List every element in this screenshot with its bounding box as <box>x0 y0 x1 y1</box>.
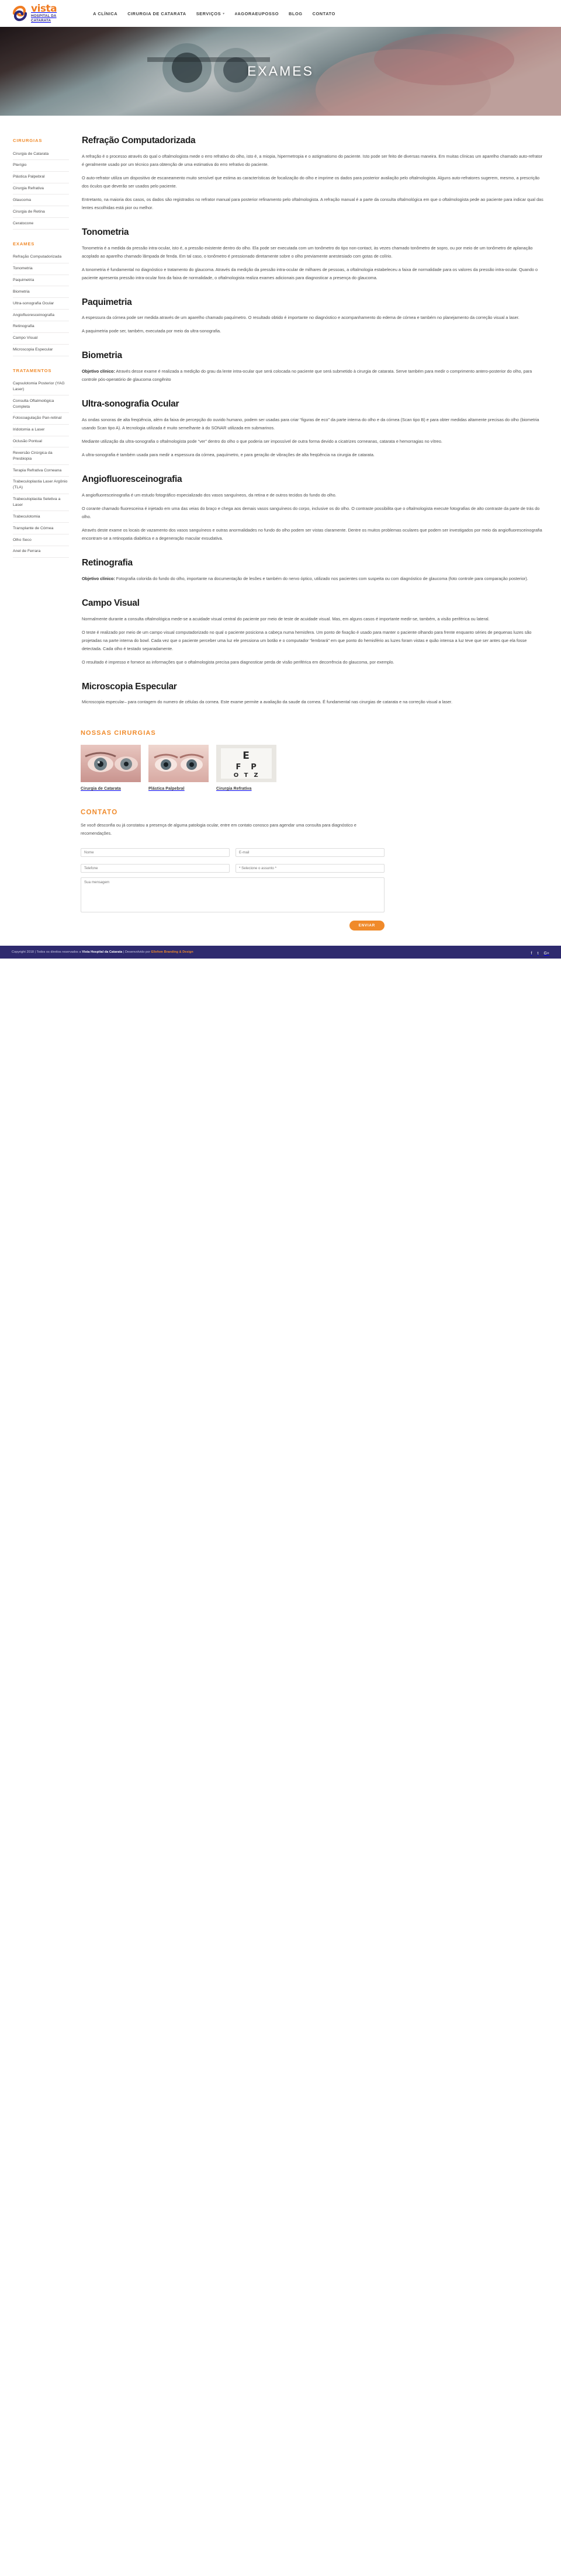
sidebar-item-cirurgia-refrativa[interactable]: Cirurgia Refrativa <box>13 186 44 191</box>
sidebar-item-capsulotomia-posterior[interactable]: Capsulotomia Posterior (YAG Laser) <box>13 381 65 391</box>
svg-text:F: F <box>236 763 241 772</box>
paragraph-text: Através desse exame é realizada a medição do grau da lente intra-ocular que será colocada no paciente que será submetido à cirurgia de catarata. Serve também para medir o comprimento antero-posterior do olho, para controle pós-operatório de glaucoma congênito <box>82 369 532 383</box>
nav-item-agoraeuposso[interactable] <box>235 11 279 16</box>
list-item[interactable] <box>13 465 69 477</box>
name-input[interactable] <box>81 848 230 857</box>
paragraph-text: Fotografia colorida do fundo do olho, importante na documentação de lesões e também do nervo óptico, utilizado nos pacientes com suspeita ou com diagnóstico de glaucoma (foto controle para comparação posterior). <box>115 575 528 581</box>
field-name <box>81 846 230 857</box>
field-message <box>81 877 385 915</box>
sidebar-item-trabeculoplastia-laser-argonio[interactable]: Trabeculoplastia Laser Argônio (TLA) <box>13 480 68 490</box>
main-nav <box>93 11 335 16</box>
list-item[interactable] <box>13 447 69 465</box>
logo-word: vista <box>31 3 57 15</box>
paragraph-label: Objetivo clínico: <box>82 369 115 374</box>
sidebar-item-glaucoma[interactable]: Glaucoma <box>13 197 31 202</box>
nav-label: CIRURGIA DE CATARATA <box>127 11 186 16</box>
list-item[interactable] <box>13 218 69 230</box>
svg-text:P: P <box>251 763 257 772</box>
eye-chart-photo <box>216 745 276 782</box>
svg-text:O: O <box>233 772 239 779</box>
sidebar-group-cirurgias <box>13 138 69 230</box>
google-plus-icon[interactable]: G+ <box>543 951 549 956</box>
list-item[interactable] <box>13 534 69 546</box>
page-title: EXAMES <box>247 63 314 79</box>
list-item[interactable] <box>13 425 69 436</box>
social-links <box>531 947 549 957</box>
list-item[interactable] <box>13 310 69 321</box>
nav-item-blog[interactable] <box>289 11 303 16</box>
sidebar-list-cirurgias <box>13 148 69 230</box>
list-item[interactable] <box>13 286 69 298</box>
nav-item-cirurgia-de-catarata[interactable] <box>127 11 186 16</box>
facebook-icon[interactable]: f <box>531 951 532 956</box>
list-item[interactable] <box>13 263 69 275</box>
paragraph: Microscopia especular– para contagem do numero de células da cornea. Este exame permite a avaliação da saude da cornea. É fundamental nas cirurgias de catarata e na correção visual a laser. <box>82 699 452 705</box>
nav-label: A CLÍNICA <box>93 11 118 16</box>
sidebar-item-fotocoagulacao-pan-retinal[interactable]: Fotocoagulação Pan-retinal <box>13 416 62 421</box>
sidebar <box>13 136 69 570</box>
contact-intro: Se você desconfia ou já constatou a presença de alguma patologia ocular, entre em contato conosco para agendar uma consulta para diagnóstico e recomendações. <box>81 822 356 836</box>
list-item[interactable] <box>13 252 69 263</box>
field-subject <box>236 862 385 873</box>
site-footer <box>0 946 561 959</box>
list-item[interactable] <box>13 333 69 345</box>
paragraph: A espessura da córnea pode ser medida através de um aparelho chamado paquímetro. O resultado obtido é importante no diagnóstico e acompanhamento do edema de córnea e também no planejamento da correção visual a laser. <box>82 315 520 321</box>
paragraph <box>82 367 545 384</box>
sidebar-item-pterigio[interactable]: Pterígio <box>13 163 27 168</box>
nav-item-servicos[interactable] <box>196 11 225 16</box>
paragraph-label: Objetivo clínico: <box>82 575 115 581</box>
logo-subtitle-line1: HOSPITAL DA <box>31 14 57 19</box>
svg-text:Z: Z <box>254 772 258 779</box>
sidebar-item-ceratocone[interactable]: Ceratocone <box>13 221 34 225</box>
section-refracao-computadorizada <box>82 136 545 212</box>
section-retinografia <box>82 558 545 583</box>
dev-prefix: | Desenvolvido por <box>122 950 151 954</box>
list-item[interactable] <box>13 195 69 206</box>
sidebar-item-reversao-cirurgica-da-presbiopia[interactable]: Reversão Cirúrgica da Presbiopia <box>13 450 53 461</box>
section-biometria <box>82 350 545 384</box>
list-item[interactable] <box>13 546 69 558</box>
surgeries-section <box>0 721 561 806</box>
section-tonometria <box>82 227 545 282</box>
surgery-card-label: Cirurgia Refrativa <box>216 787 252 791</box>
section-title: Tonometria <box>82 227 129 237</box>
section-microscopia-especular <box>82 682 545 707</box>
section-title: Refração Computadorizada <box>82 136 196 145</box>
contact-section <box>0 806 561 945</box>
svg-text:E: E <box>243 750 250 762</box>
contact-title: CONTATO <box>81 809 118 817</box>
surgeries-title: NOSSAS CIRURGIAS <box>81 730 156 737</box>
paragraph: O teste é realizado por meio de um campo visual computadorizado no qual o paciente posiciona a cabeça numa hemisfera. Um ponto de fixação é usado para manter o paciente olhando para frente enquanto séries de pequenas luzes são projetadas na parte interna do bowl. Cada vez que o paciente perceber uma luz ele pressiona um botão e o computador “lembrará” em que ponto do hemisfério as luzes foram vistas e quão intensa a luz teve que ser antes que ela fosse detectada. Cada olho é testado separadamente. <box>82 629 532 651</box>
company-name: Vista Hospital da Catarata <box>82 950 123 954</box>
list-item[interactable] <box>13 206 69 218</box>
list-item[interactable] <box>13 511 69 523</box>
sidebar-list-tratamentos <box>13 379 69 558</box>
list-item[interactable] <box>13 321 69 333</box>
form-row-phone-subject <box>81 862 385 873</box>
sidebar-item-tonometria[interactable]: Tonometria <box>13 266 33 271</box>
sidebar-item-iridotomia-a-laser[interactable]: Iridotomia a Laser <box>13 428 45 432</box>
field-phone <box>81 862 230 873</box>
sidebar-item-terapia-refrativa-corneana[interactable]: Terapia Refrativa Corneana <box>13 468 62 473</box>
twitter-icon[interactable]: t <box>537 951 539 956</box>
sidebar-item-trabeculotomia[interactable]: Trabeculotomia <box>13 514 40 519</box>
list-item[interactable] <box>13 148 69 160</box>
section-title: Microscopia Especular <box>82 681 177 692</box>
message-textarea[interactable] <box>81 877 385 912</box>
submit-button[interactable]: ENVIAR <box>349 921 385 931</box>
sidebar-item-consulta-oftalmologica-completa[interactable]: Consulta Oftalmológica Completa <box>13 398 54 409</box>
paragraph: A ultra-sonografia é também usada para medir a espessura da córnea, paquímetro, e para geração de vibrações de alta freqüência na cirurgia de catarata. <box>82 452 375 458</box>
contact-form <box>81 846 385 931</box>
sidebar-item-retinografia[interactable]: Retinografia <box>13 324 34 329</box>
sidebar-item-plastica-palpebral[interactable]: Plástica Palpebral <box>13 175 45 179</box>
sidebar-list-exames <box>13 252 69 356</box>
paragraph: Através deste exame os locais de vazamento dos vasos sanguíneos e outras anormalidades no fundo do olho podem ser vistas claramente. Dentre os muitos problemas oculares que podem ser investigados por meio da angiofluoresceinografia encontram-se a retinopatia diabética e a degeneração macular exsudativa. <box>82 527 542 541</box>
hero-banner <box>0 27 561 116</box>
form-actions <box>81 921 385 931</box>
svg-text:T: T <box>244 772 248 779</box>
list-item[interactable] <box>13 413 69 425</box>
nav-label: BLOG <box>289 11 303 16</box>
list-item[interactable] <box>13 275 69 287</box>
main-content <box>69 136 548 721</box>
eye-closeup-photo <box>81 745 141 782</box>
sidebar-heading-cirurgias: CIRURGIAS <box>13 138 43 143</box>
sidebar-item-microscopia-especular[interactable]: Microscopia Especular <box>13 348 53 352</box>
list-item[interactable] <box>13 523 69 534</box>
sidebar-item-biometria[interactable]: Biometria <box>13 289 30 294</box>
sidebar-item-campo-visual[interactable]: Campo Visual <box>13 336 38 341</box>
paragraph: Mediante utilização da ultra-sonografia o oftalmologista pode “ver” dentro do olho o que poderia ser impossível de outra forma devido a cicatrizes corneanas, catarata e hemorragias no vítreo. <box>82 439 442 445</box>
section-title: Paquimetria <box>82 297 132 307</box>
paragraph: A paquimetria pode ser, também, executada por meio da ultra-sonografia. <box>82 328 221 334</box>
section-paquimetria <box>82 297 545 336</box>
sidebar-item-cirurgia-de-catarata[interactable]: Cirurgia de Catarata <box>13 151 49 156</box>
chevron-down-icon: ▾ <box>223 12 225 16</box>
nav-label: #AGORAEUPOSSO <box>234 11 279 16</box>
sidebar-heading-tratamentos: TRATAMENTOS <box>13 367 52 373</box>
section-angiofluoresceinografia <box>82 474 545 543</box>
section-title: Campo Visual <box>82 598 140 608</box>
list-item[interactable] <box>13 436 69 448</box>
section-title: Angiofluoresceinografia <box>82 474 182 485</box>
surgery-card-label: Cirurgia de Catarata <box>81 787 121 791</box>
sidebar-item-refracao-computadorizada[interactable]: Refração Computadorizada <box>13 255 62 259</box>
nav-item-a-clinica[interactable] <box>93 11 117 16</box>
developer-name: Ellefom Branding & Design <box>151 950 193 954</box>
list-item[interactable] <box>13 345 69 356</box>
sidebar-item-transplante-de-cornea[interactable]: Transplante de Córnea <box>13 526 54 530</box>
paragraph: As ondas sonoras de alta freqüência, além da faixa de percepção do ouvido humano, podem ser usadas para criar “figuras de eco” da parte interna do olho e da córnea (Scan tipo B) e para obter medidas altamente precisas do olho (biometria usando Scan tipo A). A tecnologia utilizada é muito semelhante à do SONAR utilizada em submarinos. <box>82 417 539 431</box>
list-item[interactable] <box>13 298 69 310</box>
subject-select[interactable] <box>236 864 385 873</box>
surgery-card-plastica-palpebral[interactable] <box>148 745 209 793</box>
list-item[interactable] <box>13 172 69 183</box>
logo-wordmark <box>31 4 57 22</box>
surgery-card-cirurgia-de-catarata[interactable] <box>81 745 141 793</box>
logo-link[interactable] <box>12 4 57 22</box>
sidebar-item-paquimetria[interactable]: Paquimetria <box>13 278 34 283</box>
list-item[interactable] <box>13 183 69 195</box>
vista-eye-logo-icon <box>12 5 28 22</box>
section-title: Retinografia <box>82 557 133 568</box>
nav-label: SERVIÇOS <box>196 11 221 16</box>
paragraph: Normalmente durante a consulta oftalmológica mede-se a acuidade visual central do paciente por meio de teste de acuidade visual. Mas, em alguns casos é importante medir-se, também, a visão periférica ou lateral. <box>82 616 490 622</box>
list-item[interactable] <box>13 160 69 172</box>
eyelid-photo <box>148 745 209 782</box>
sidebar-item-trabeculoplastia-seletiva-a-laser[interactable]: Trabeculoplastia Seletiva a Laser <box>13 497 61 507</box>
email-input[interactable] <box>236 848 385 857</box>
surgery-card-label: Plástica Palpebral <box>148 787 185 791</box>
sidebar-item-cirurgia-de-retina[interactable]: Cirurgia de Retina <box>13 209 45 214</box>
paragraph: Tonometria é a medida da pressão intra-ocular, isto é, a pressão existente dentro do olho. Ela pode ser executada com um tonômetro do tipo non-contact, às vezes chamado tonômetro de sopro, ou por meio de um tonômetro de aplanação acoplado ao aparelho chamado lâmpada de fenda. Em tal caso, o tonômetro é pressionado diretamente sobre o olho previamente anestesiado com gotas de colírio. <box>82 245 533 259</box>
list-item[interactable] <box>13 395 69 413</box>
nav-item-contato[interactable] <box>313 11 335 16</box>
list-item[interactable] <box>13 477 69 494</box>
logo-subtitle-line2: CATARATA <box>31 18 51 23</box>
paragraph <box>82 575 545 583</box>
section-ultra-sonografia-ocular <box>82 399 545 459</box>
section-title: Ultra-sonografia Ocular <box>82 399 179 409</box>
sidebar-group-exames <box>13 241 69 356</box>
paragraph: Entretanto, na maioria dos casos, os dados são registrados no refrator manual para posterior refinamento pelo oftalmologista. A refração manual é a parte da consulta oftalmológica em que o oftalmologista pede ao paciente para indicar qual das lentes escolhidas está pior ou melhor. <box>82 196 543 210</box>
copyright-text <box>12 950 193 954</box>
page-body <box>0 116 561 721</box>
form-row-message <box>81 877 385 915</box>
site-header <box>0 0 561 27</box>
paragraph: A refração é o processo através do qual o oftalmologista mede o erro refrativo do olho, isto é, a miopia, hipermetropia e o astigmatismo do paciente. Isto pode ser feito de diversas maneira. Em muitas clínicas um aparelho chamado auto-refrator é geralmente usado por um técnico para obtenção de uma estimativa do erro refrativo do paciente. <box>82 153 543 167</box>
surgery-card-cirurgia-refrativa[interactable] <box>216 745 276 793</box>
sidebar-group-tratamentos <box>13 368 69 558</box>
section-campo-visual <box>82 598 545 666</box>
sidebar-item-angiofluoresceinografia[interactable]: Angiofluoresceinografia <box>13 313 55 317</box>
sidebar-item-olho-seco[interactable]: Olho Seco <box>13 537 32 542</box>
field-email <box>236 846 385 857</box>
sidebar-item-oclusao-pontual[interactable]: Oclusão Pontual <box>13 439 42 444</box>
nav-label: CONTATO <box>312 11 335 16</box>
list-item[interactable] <box>13 494 69 512</box>
section-title: Biometria <box>82 350 122 361</box>
form-row-name-email <box>81 846 385 857</box>
sidebar-heading-exames: EXAMES <box>13 241 35 247</box>
paragraph: O resultado é impresso e fornece as informações que o oftalmologista precisa para diagnosticar perda de visão periférica em decorrência do glaucoma, por exemplo. <box>82 659 394 665</box>
sidebar-item-ultra-sonografia-ocular[interactable]: Ultra-sonografia Ocular <box>13 301 54 305</box>
paragraph: A angiofluoresceinografia é um estudo fotográfico especializado dos vasos sanguíneos, da retina e de outros tecidos do fundo do olho. <box>82 492 337 498</box>
copyright-prefix: Copyright 2018 | Todos os direitos reservados a <box>12 950 82 954</box>
sidebar-item-anel-de-ferrara[interactable]: Anel de Ferrara <box>13 549 41 554</box>
list-item[interactable] <box>13 379 69 396</box>
paragraph: A tonometria é fundamental no diagnóstico e tratamento do glaucoma. Através da medição da pressão intra-ocular de milhares de pessoas, a oftalmologia estabeleceu a faixa de normalidade para os valores da pressão intra-ocular. Quando o paciente apresenta pressão intra-ocular fora da faixa de normalidade, o oftalmologista realiza exames adicionais para diagnosticar a presença do glaucoma. <box>82 266 538 280</box>
paragraph: O auto-refrator utiliza um dispositivo de escaneamento muito sensível que estima as características de focalização do olho e imprime os dados para posterior avaliação pelo oftalmologista. Alguns auto-refratores sugerem, mesmo, a prescrição dos óculos que deverão ser usados pelo paciente. <box>82 175 540 189</box>
paragraph: O corante chamado fluoresceina é injetado em uma das veias do braço e chega aos demais vasos sanguíneos do corpo, inclusive os do olho. O contraste possibilita que o oftalmologista execute fotografias de alto contraste da parte de trás do olho. <box>82 505 540 519</box>
surgeries-card-grid <box>81 745 548 793</box>
phone-input[interactable] <box>81 864 230 873</box>
